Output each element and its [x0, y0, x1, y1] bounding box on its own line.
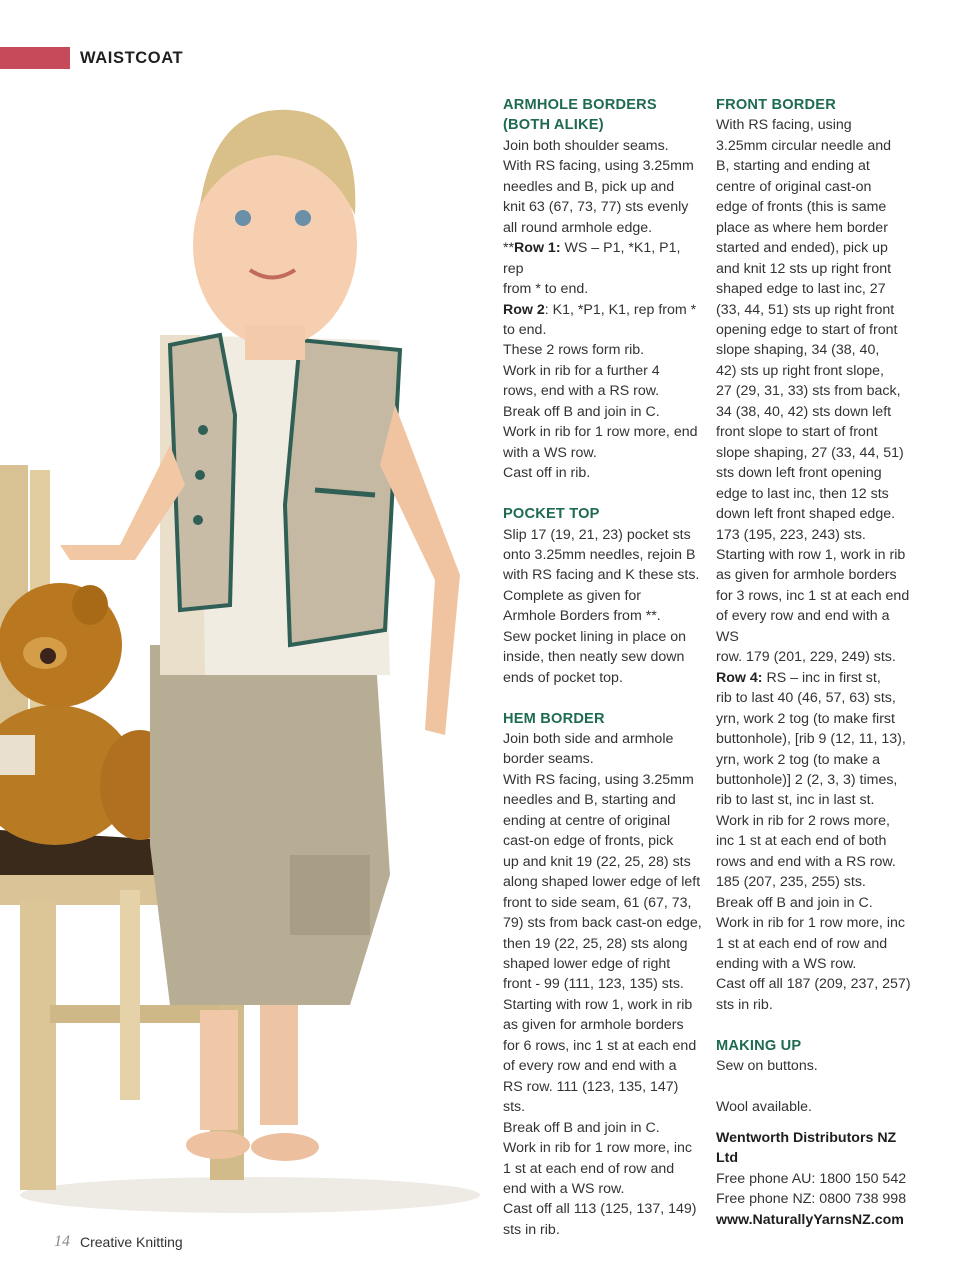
text-line: sts in rib. — [503, 1221, 560, 1238]
spacer — [716, 1077, 916, 1097]
text-line: of every row and end with a WS — [716, 608, 890, 645]
photo-illustration — [0, 85, 495, 1222]
text-line: onto 3.25mm needles, rejoin B — [503, 546, 696, 563]
text-line: (33, 44, 51) sts up right front — [716, 301, 895, 318]
text-line: Starting with row 1, work in rib — [716, 546, 906, 563]
text-line: Complete as given for — [503, 587, 642, 604]
website-link[interactable]: www.NaturallyYarnsNZ.com — [716, 1211, 904, 1228]
row1-text: WS – P1, *K1, P1, rep — [503, 240, 681, 277]
page-number: 14 — [54, 1233, 70, 1250]
text-line: ending with a WS row. — [716, 956, 857, 973]
text-line: Slip 17 (19, 21, 23) pocket sts — [503, 526, 691, 543]
text-line: along shaped lower edge of left — [503, 874, 701, 891]
row2-text: : K1, *P1, K1, rep from * — [544, 301, 697, 318]
text-line: rib to last 40 (46, 57, 63) sts, — [716, 690, 896, 707]
text-line: from * to end. — [503, 281, 589, 298]
text-line: row. 179 (201, 229, 249) sts. — [716, 649, 896, 666]
row1-label: Row 1: — [514, 240, 561, 257]
text-line: yrn, work 2 tog (to make a — [716, 751, 881, 768]
text-line: sts down left front opening — [716, 465, 882, 482]
text-line: front - 99 (111, 123, 135) sts. — [503, 976, 684, 993]
text-line: Starting with row 1, work in rib — [503, 996, 693, 1013]
text-line: ends of pocket top. — [503, 669, 623, 686]
text-line: With RS facing, using 3.25mm — [503, 771, 694, 788]
text-line: rib to last st, inc in last st. — [716, 792, 875, 809]
text-line: RS row. 111 (123, 135, 147) sts. — [503, 1078, 679, 1116]
text-line: to end. — [503, 321, 547, 338]
front-border-heading: FRONT BORDER — [716, 97, 836, 113]
text-line: Work in rib for 2 rows more, — [716, 812, 890, 829]
row4-line — [716, 668, 916, 688]
phone-nz: Free phone NZ: 0800 738 998 — [716, 1191, 907, 1208]
text-line: Cast off in rib. — [503, 465, 591, 482]
text-line: slope shaping, 27 (33, 44, 51) — [716, 444, 904, 461]
text-line: Break off B and join in C. — [503, 403, 660, 420]
magazine-title: Creative Knitting — [80, 1234, 183, 1250]
row2-line — [503, 300, 703, 320]
section-accent-bar — [0, 47, 70, 69]
making-up-heading: MAKING UP — [716, 1037, 802, 1054]
text-line: as given for armhole borders — [716, 567, 897, 584]
text-line: B, starting and ending at — [716, 158, 870, 175]
text-line: Sew on buttons. — [716, 1058, 818, 1075]
text-line: place as where hem border — [716, 219, 888, 236]
text-line: Wool available. — [716, 1099, 812, 1116]
text-line: Join both shoulder seams. — [503, 137, 669, 154]
armhole-borders-heading: ARMHOLE BORDERS — [503, 97, 657, 113]
hem-border-heading: HEM BORDER — [503, 710, 605, 727]
text-line: Work in rib for 1 row more, inc — [503, 1140, 692, 1157]
text-line: Break off B and join in C. — [503, 1119, 660, 1136]
text-line: rows, end with a RS row. — [503, 383, 660, 400]
text-line: end with a WS row. — [503, 1180, 625, 1197]
text-line: with a WS row. — [503, 444, 597, 461]
text-line: Sew pocket lining in place on — [503, 628, 686, 645]
spacer — [716, 1015, 916, 1035]
text-line: Armhole Borders from **. — [503, 608, 661, 625]
company-name: Wentworth Distributors NZ Ltd — [716, 1129, 897, 1167]
text-line: Work in rib for a further 4 — [503, 362, 660, 379]
column-left — [503, 95, 703, 1240]
column-right — [716, 95, 916, 1230]
row4-text: RS – inc in first st, — [762, 669, 881, 686]
text-line: 3.25mm circular needle and — [716, 137, 892, 154]
text-line: 34 (38, 40, 42) sts down left — [716, 403, 892, 420]
spacer — [503, 484, 703, 504]
row1-line — [503, 238, 703, 279]
text-line: With RS facing, using 3.25mm — [503, 158, 694, 175]
text-line: opening edge to start of front — [716, 321, 898, 338]
text-line: 185 (207, 235, 255) sts. — [716, 874, 866, 891]
row2-label: Row 2 — [503, 301, 545, 318]
contact-block — [716, 1128, 916, 1231]
text-line: down left front shaped edge. — [716, 506, 896, 523]
text-line: front slope to start of front — [716, 424, 878, 441]
text-line: yrn, work 2 tog (to make first — [716, 710, 895, 727]
text-line: 1 st at each end of row and — [503, 1160, 675, 1177]
text-line: Work in rib for 1 row more, inc — [716, 915, 905, 932]
text-line: 173 (195, 223, 243) sts. — [716, 526, 866, 543]
text-line: needles and B, pick up and — [503, 178, 675, 195]
text-line: needles and B, starting and — [503, 792, 676, 809]
text-line: Break off B and join in C. — [716, 894, 873, 911]
text-line: 79) sts from back cast-on edge, — [503, 915, 702, 932]
text-line: inc 1 st at each end of both — [716, 833, 887, 850]
text-line: with RS facing and K these sts. — [503, 567, 700, 584]
text-line: Cast off all 113 (125, 137, 149) — [503, 1201, 697, 1218]
text-line: for 6 rows, inc 1 st at each end — [503, 1037, 697, 1054]
section-label: WAISTCOAT — [80, 49, 184, 67]
pocket-top-heading: POCKET TOP — [503, 506, 600, 523]
text-line: 1 st at each end of row and — [716, 935, 888, 952]
armhole-borders-subheading: (BOTH ALIKE) — [503, 117, 604, 134]
text-line: Join both side and armhole — [503, 731, 674, 748]
text-line: knit 63 (67, 73, 77) sts evenly — [503, 199, 689, 216]
text-line: buttonhole), [rib 9 (12, 11, 13), — [716, 731, 906, 748]
text-line: all round armhole edge. — [503, 219, 653, 236]
text-line: ending at centre of original — [503, 812, 671, 829]
text-line: 42) sts up right front slope, — [716, 362, 884, 379]
text-line: as given for armhole borders — [503, 1017, 684, 1034]
text-line: inside, then neatly sew down — [503, 649, 685, 666]
text-line: Cast off all 187 (209, 237, 257) — [716, 976, 911, 993]
text-line: front to side seam, 61 (67, 73, — [503, 894, 692, 911]
text-line: buttonhole)] 2 (2, 3, 3) times, — [716, 771, 898, 788]
text-line: of every row and end with a — [503, 1058, 677, 1075]
text-line: 27 (29, 31, 33) sts from back, — [716, 383, 901, 400]
phone-au: Free phone AU: 1800 150 542 — [716, 1170, 907, 1187]
text-line: rows and end with a RS row. — [716, 853, 896, 870]
text-line: edge of fronts (this is same — [716, 199, 887, 216]
row4-label: Row 4: — [716, 669, 763, 686]
text-line: shaped lower edge of right — [503, 956, 671, 972]
text-line: and knit 12 sts up right front — [716, 260, 892, 277]
text-line: shaped edge to last inc, 27 — [716, 281, 886, 298]
text-line: up and knit 19 (22, 25, 28) sts — [503, 853, 691, 870]
text-line: then 19 (22, 25, 28) sts along — [503, 935, 688, 952]
row1-prefix: ** — [503, 240, 515, 257]
text-line: These 2 rows form rib. — [503, 342, 645, 359]
text-line: border seams. — [503, 751, 594, 768]
text-line: Work in rib for 1 row more, end — [503, 424, 698, 441]
text-line: slope shaping, 34 (38, 40, — [716, 342, 880, 359]
text-line: sts in rib. — [716, 996, 773, 1013]
text-line: cast-on edge of fronts, pick — [503, 833, 674, 850]
text-line: for 3 rows, inc 1 st at each end — [716, 587, 910, 604]
text-line: edge to last inc, then 12 sts — [716, 485, 889, 502]
photo — [0, 85, 495, 1222]
text-line: centre of original cast-on — [716, 178, 872, 195]
text-line: With RS facing, using — [716, 117, 852, 134]
spacer — [503, 688, 703, 708]
text-line: started and ended), pick up — [716, 240, 888, 257]
